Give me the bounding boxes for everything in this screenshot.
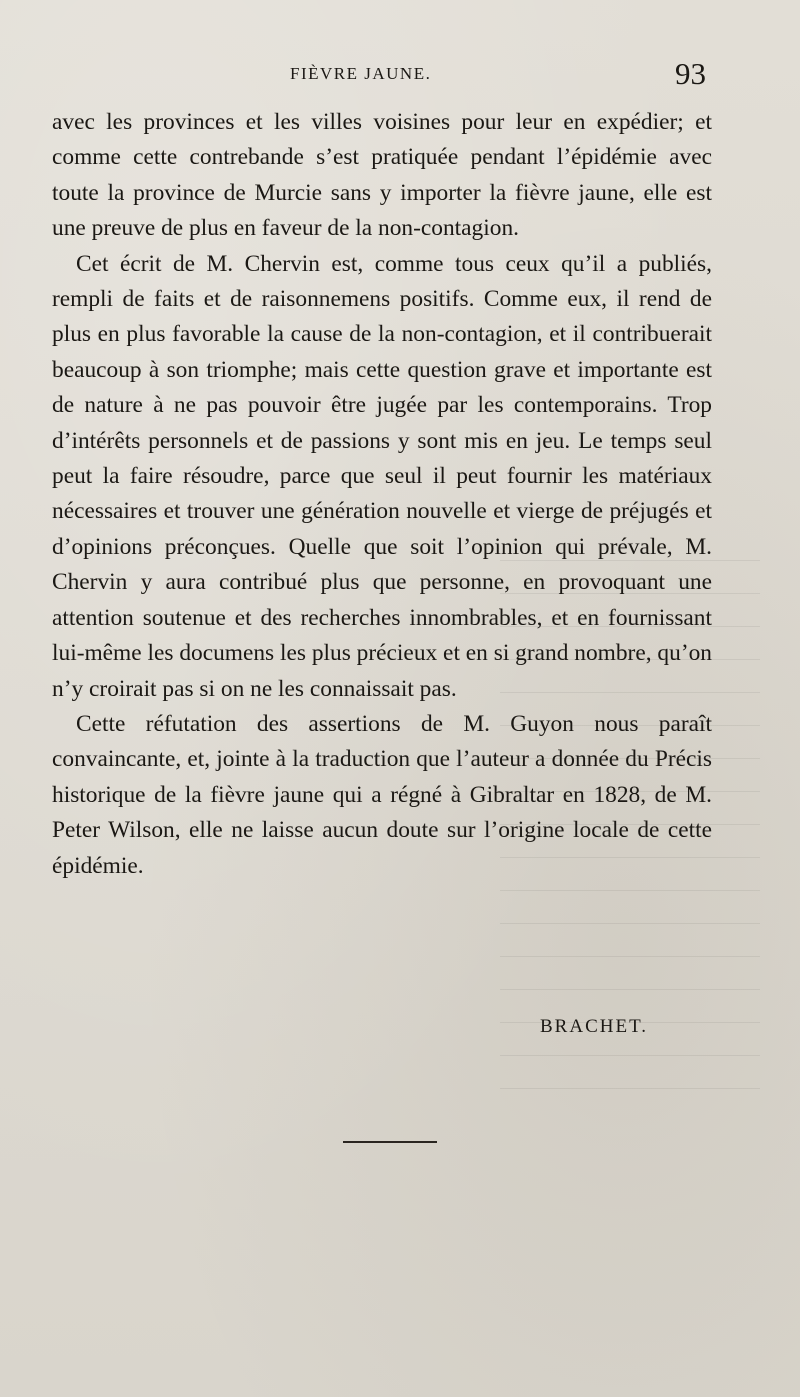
- main-text: [52, 105, 712, 884]
- paragraph-guyon: Cette réfutation des assertions de M. Guyon nous paraît convaincante, et, jointe à la traduction que l’auteur a donnée du Précis historique de la fièvre jaune qui a régné à Gibraltar en 1828, de M. Peter Wilson, elle ne laisse aucun doute sur l’origine locale de cette épidémie.: [52, 710, 712, 879]
- author-signature: BRACHET.: [540, 1016, 649, 1037]
- section-rule: [343, 1141, 437, 1143]
- running-head: [0, 56, 800, 100]
- paragraph-chervin: Cet écrit de M. Chervin est, comme tous ceux qu’il a publiés, rempli de faits et de raisonnemens positifs. Comme eux, il rend de plus en plus favorable la cause de la non-contagion, et il contribuerait beaucoup à son triomphe; mais cette question grave et importante est de nature à ne pas pouvoir être jugée par les contemporains. Trop d’intérêts personnels et de passions y sont mis en jeu. Le temps seul peut la faire résoudre, parce que seul il peut fournir les matériaux nécessaires et trouver une génération nouvelle et vierge de préjugés et d’opinions préconçues. Quelle que soit l’opinion qui prévale, M. Chervin y aura contribué plus que personne, en provoquant une attention soutenue et des recherches innombrables, et en fournissant lui-même les documens les plus précieux et en si grand nombre, qu’on n’y croirait pas si on ne les connaissait pas.: [52, 250, 712, 702]
- paragraph-continuation: avec les provinces et les villes voisines pour leur en expédier; et comme cette contrebande s’est pratiquée pendant l’épidémie avec toute la province de Murcie sans y importer la fièvre jaune, elle est une preuve de plus en faveur de la non-contagion.: [52, 109, 712, 242]
- page-number: 93: [675, 56, 706, 91]
- running-title: FIÈVRE JAUNE.: [290, 64, 432, 83]
